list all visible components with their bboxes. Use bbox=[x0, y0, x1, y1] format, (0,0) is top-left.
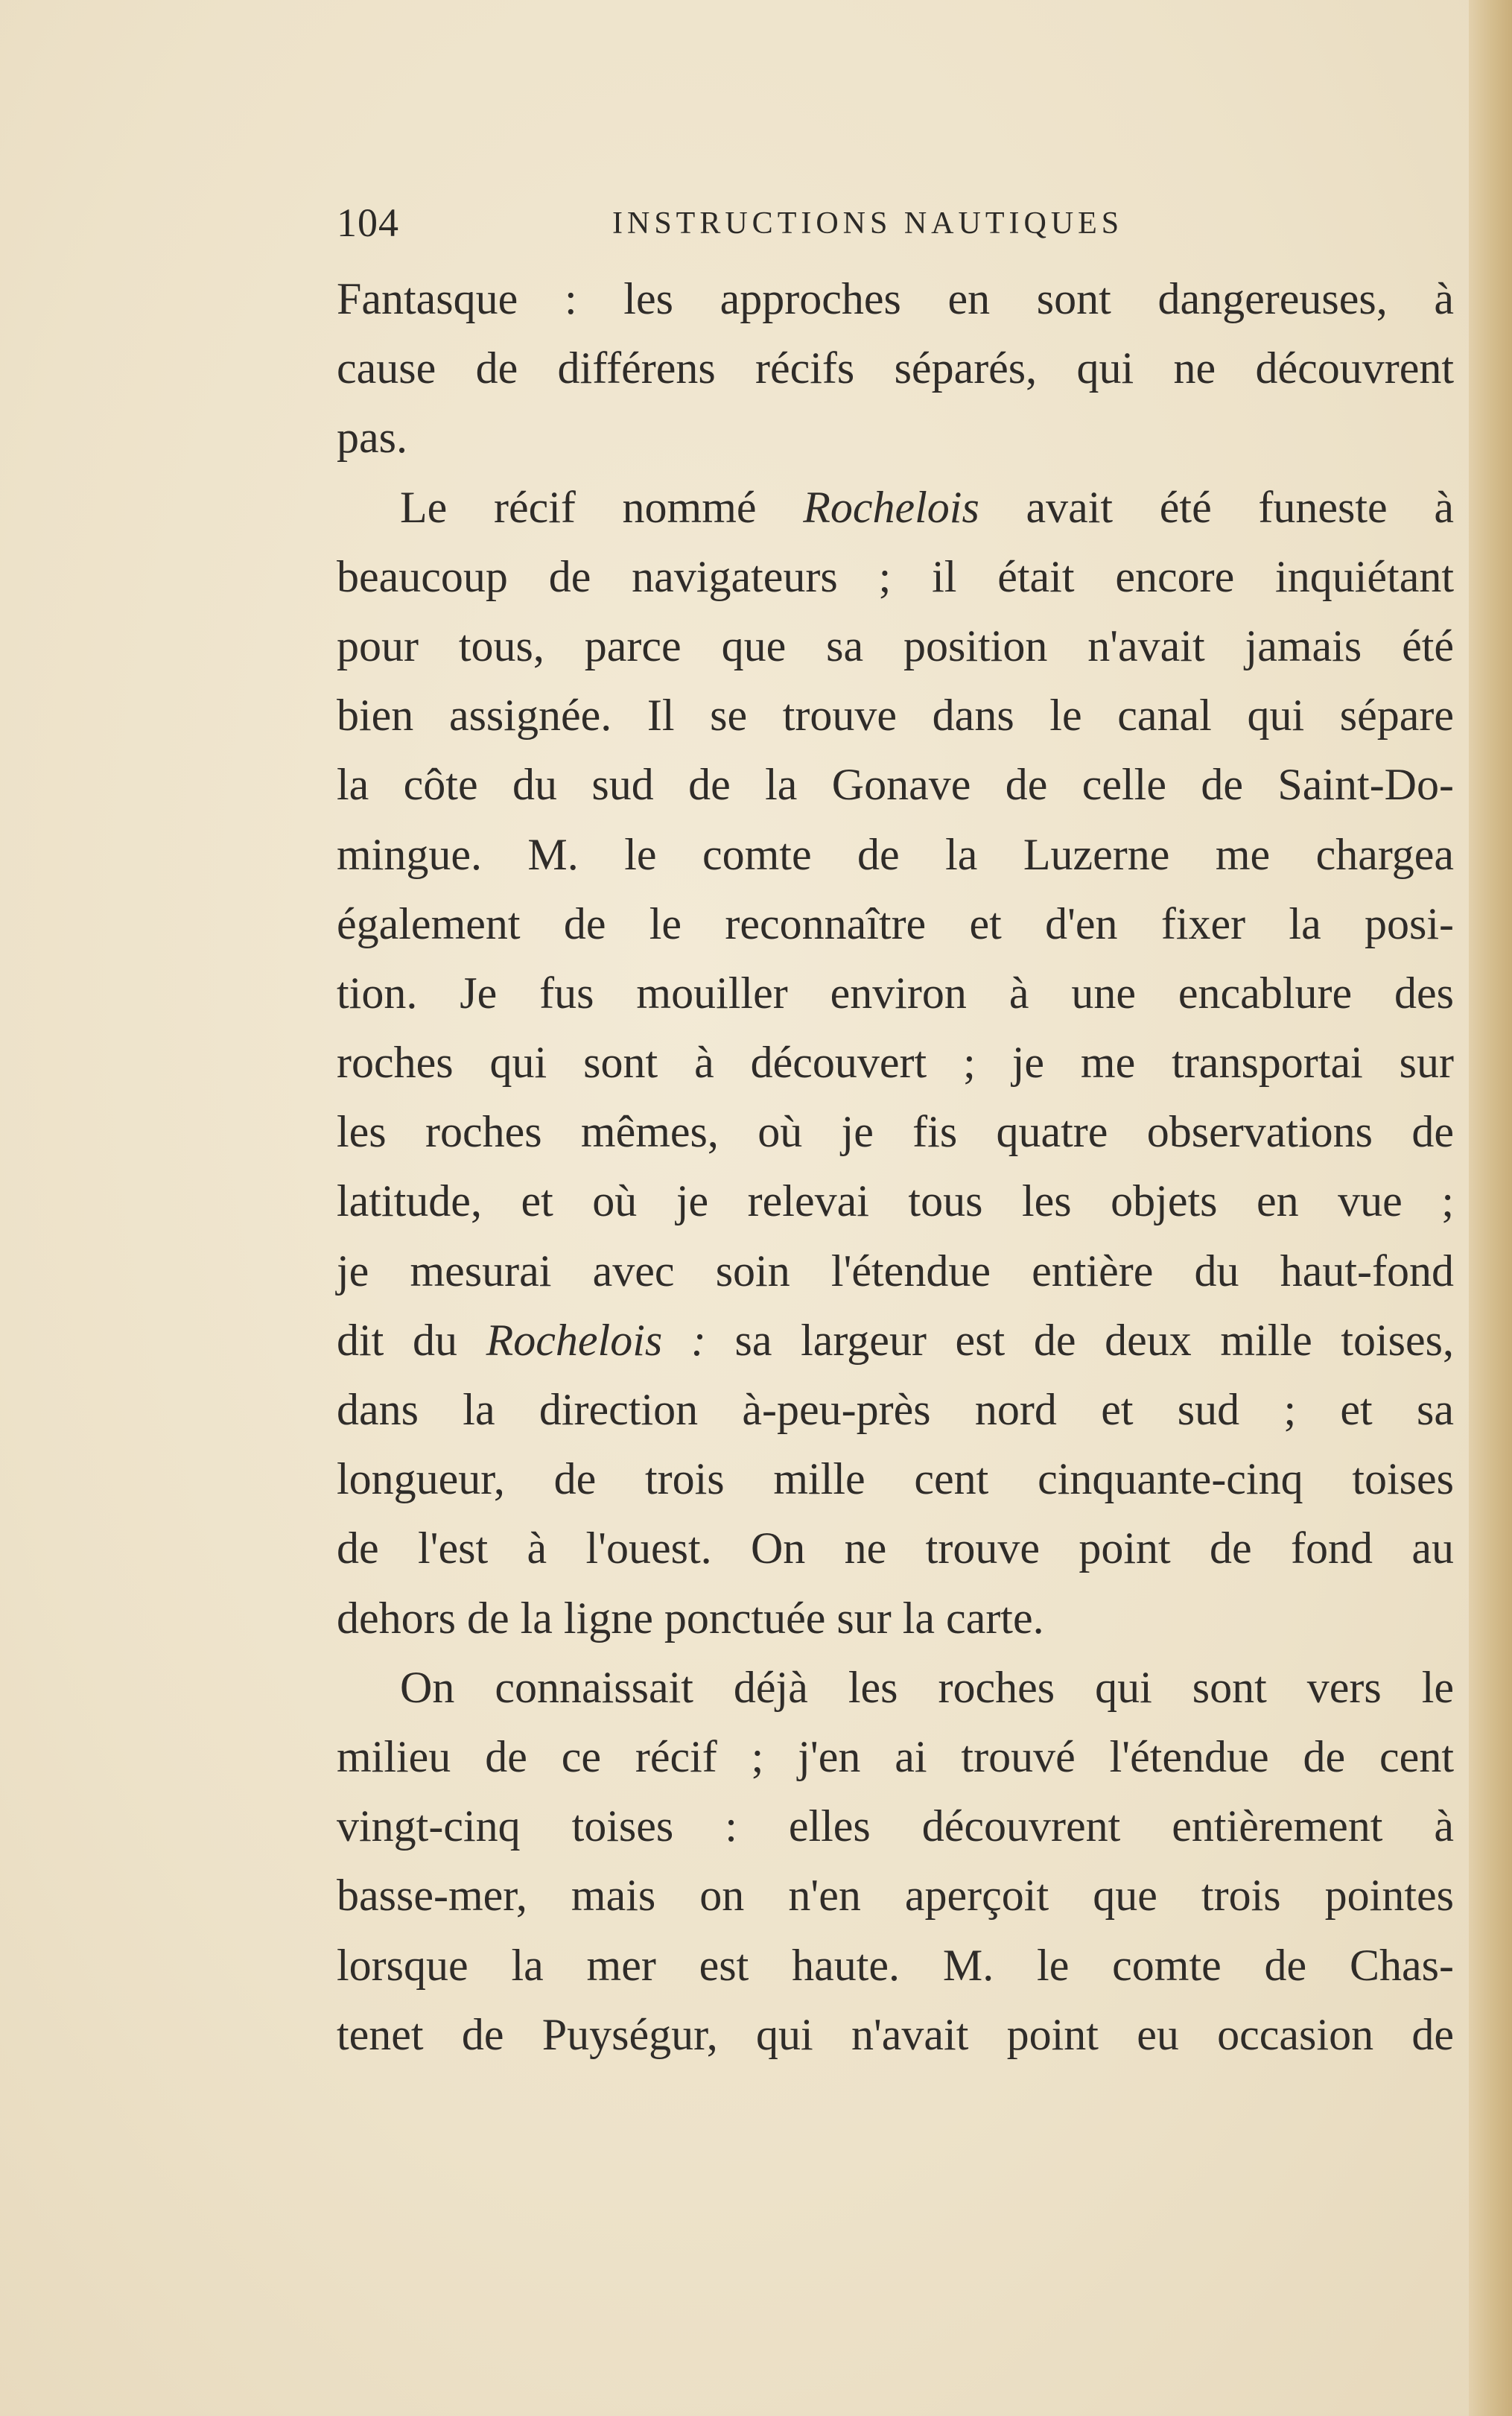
text-line: de l'est à l'ouest. On ne trouve point de fond au bbox=[337, 1524, 1454, 1573]
text-line: On connaissait déjà les roches qui sont vers le bbox=[400, 1662, 1454, 1712]
running-head: INSTRUCTIONS NAUTIQUES bbox=[612, 206, 1124, 241]
text-line: dans la direction à-peu-près nord et sud ; et sa bbox=[337, 1385, 1454, 1434]
text-line: vingt-cinq toises : elles découvrent entièrement à bbox=[337, 1801, 1454, 1851]
italic-name: Rochelois bbox=[803, 482, 979, 532]
body-text bbox=[337, 264, 1454, 2070]
italic-name: Rochelois : bbox=[486, 1315, 706, 1365]
text-line: Fantasque : les approches en sont dangereuses, à bbox=[337, 274, 1454, 323]
page-number: 104 bbox=[337, 200, 399, 245]
text-line: tion. Je fus mouiller environ à une encablure des bbox=[337, 968, 1454, 1018]
text-line: dehors de la ligne ponctuée sur la carte. bbox=[337, 1593, 1044, 1643]
text-line: tenet de Puységur, qui n'avait point eu occasion de bbox=[337, 2009, 1454, 2059]
text-line: pas. bbox=[337, 413, 407, 463]
text-line: latitude, et où je relevai tous les objets en vue ; bbox=[337, 1176, 1454, 1226]
text-line: mingue. M. le comte de la Luzerne me chargea bbox=[337, 829, 1454, 879]
text-line: la côte du sud de la Gonave de celle de Saint-Do- bbox=[337, 760, 1454, 810]
text-line: basse-mer, mais on n'en aperçoit que trois pointes bbox=[337, 1871, 1454, 1921]
text-line: bien assignée. Il se trouve dans le canal qui sépare bbox=[337, 691, 1454, 741]
text-line bbox=[337, 473, 1454, 542]
text-line bbox=[337, 1306, 1454, 1375]
text-segment: avait été funeste à bbox=[979, 482, 1454, 532]
text-line: longueur, de trois mille cent cinquante-cinq toises bbox=[337, 1454, 1454, 1504]
page-edge bbox=[1469, 0, 1512, 2416]
text-line: pour tous, parce que sa position n'avait jamais été bbox=[337, 621, 1454, 670]
page-header bbox=[337, 200, 1454, 259]
text-line: je mesurai avec soin l'étendue entière du haut-fond bbox=[337, 1246, 1454, 1296]
text-line: milieu de ce récif ; j'en ai trouvé l'étendue de cent bbox=[337, 1731, 1454, 1781]
text-line: également de le reconnaître et d'en fixer la posi- bbox=[337, 898, 1454, 948]
text-line: roches qui sont à découvert ; je me transportai sur bbox=[337, 1038, 1454, 1088]
text-segment: Le récif nommé bbox=[400, 482, 804, 532]
text-line: lorsque la mer est haute. M. le comte de Chas- bbox=[337, 1940, 1454, 1990]
text-segment: sa largeur est de deux mille toises, bbox=[705, 1315, 1455, 1365]
text-line: beaucoup de navigateurs ; il était encore inquiétant bbox=[337, 551, 1454, 601]
text-segment: dit du bbox=[337, 1315, 486, 1365]
text-line: cause de différens récifs séparés, qui ne découvrent bbox=[337, 343, 1454, 393]
text-line: les roches mêmes, où je fis quatre observations de bbox=[337, 1107, 1454, 1157]
